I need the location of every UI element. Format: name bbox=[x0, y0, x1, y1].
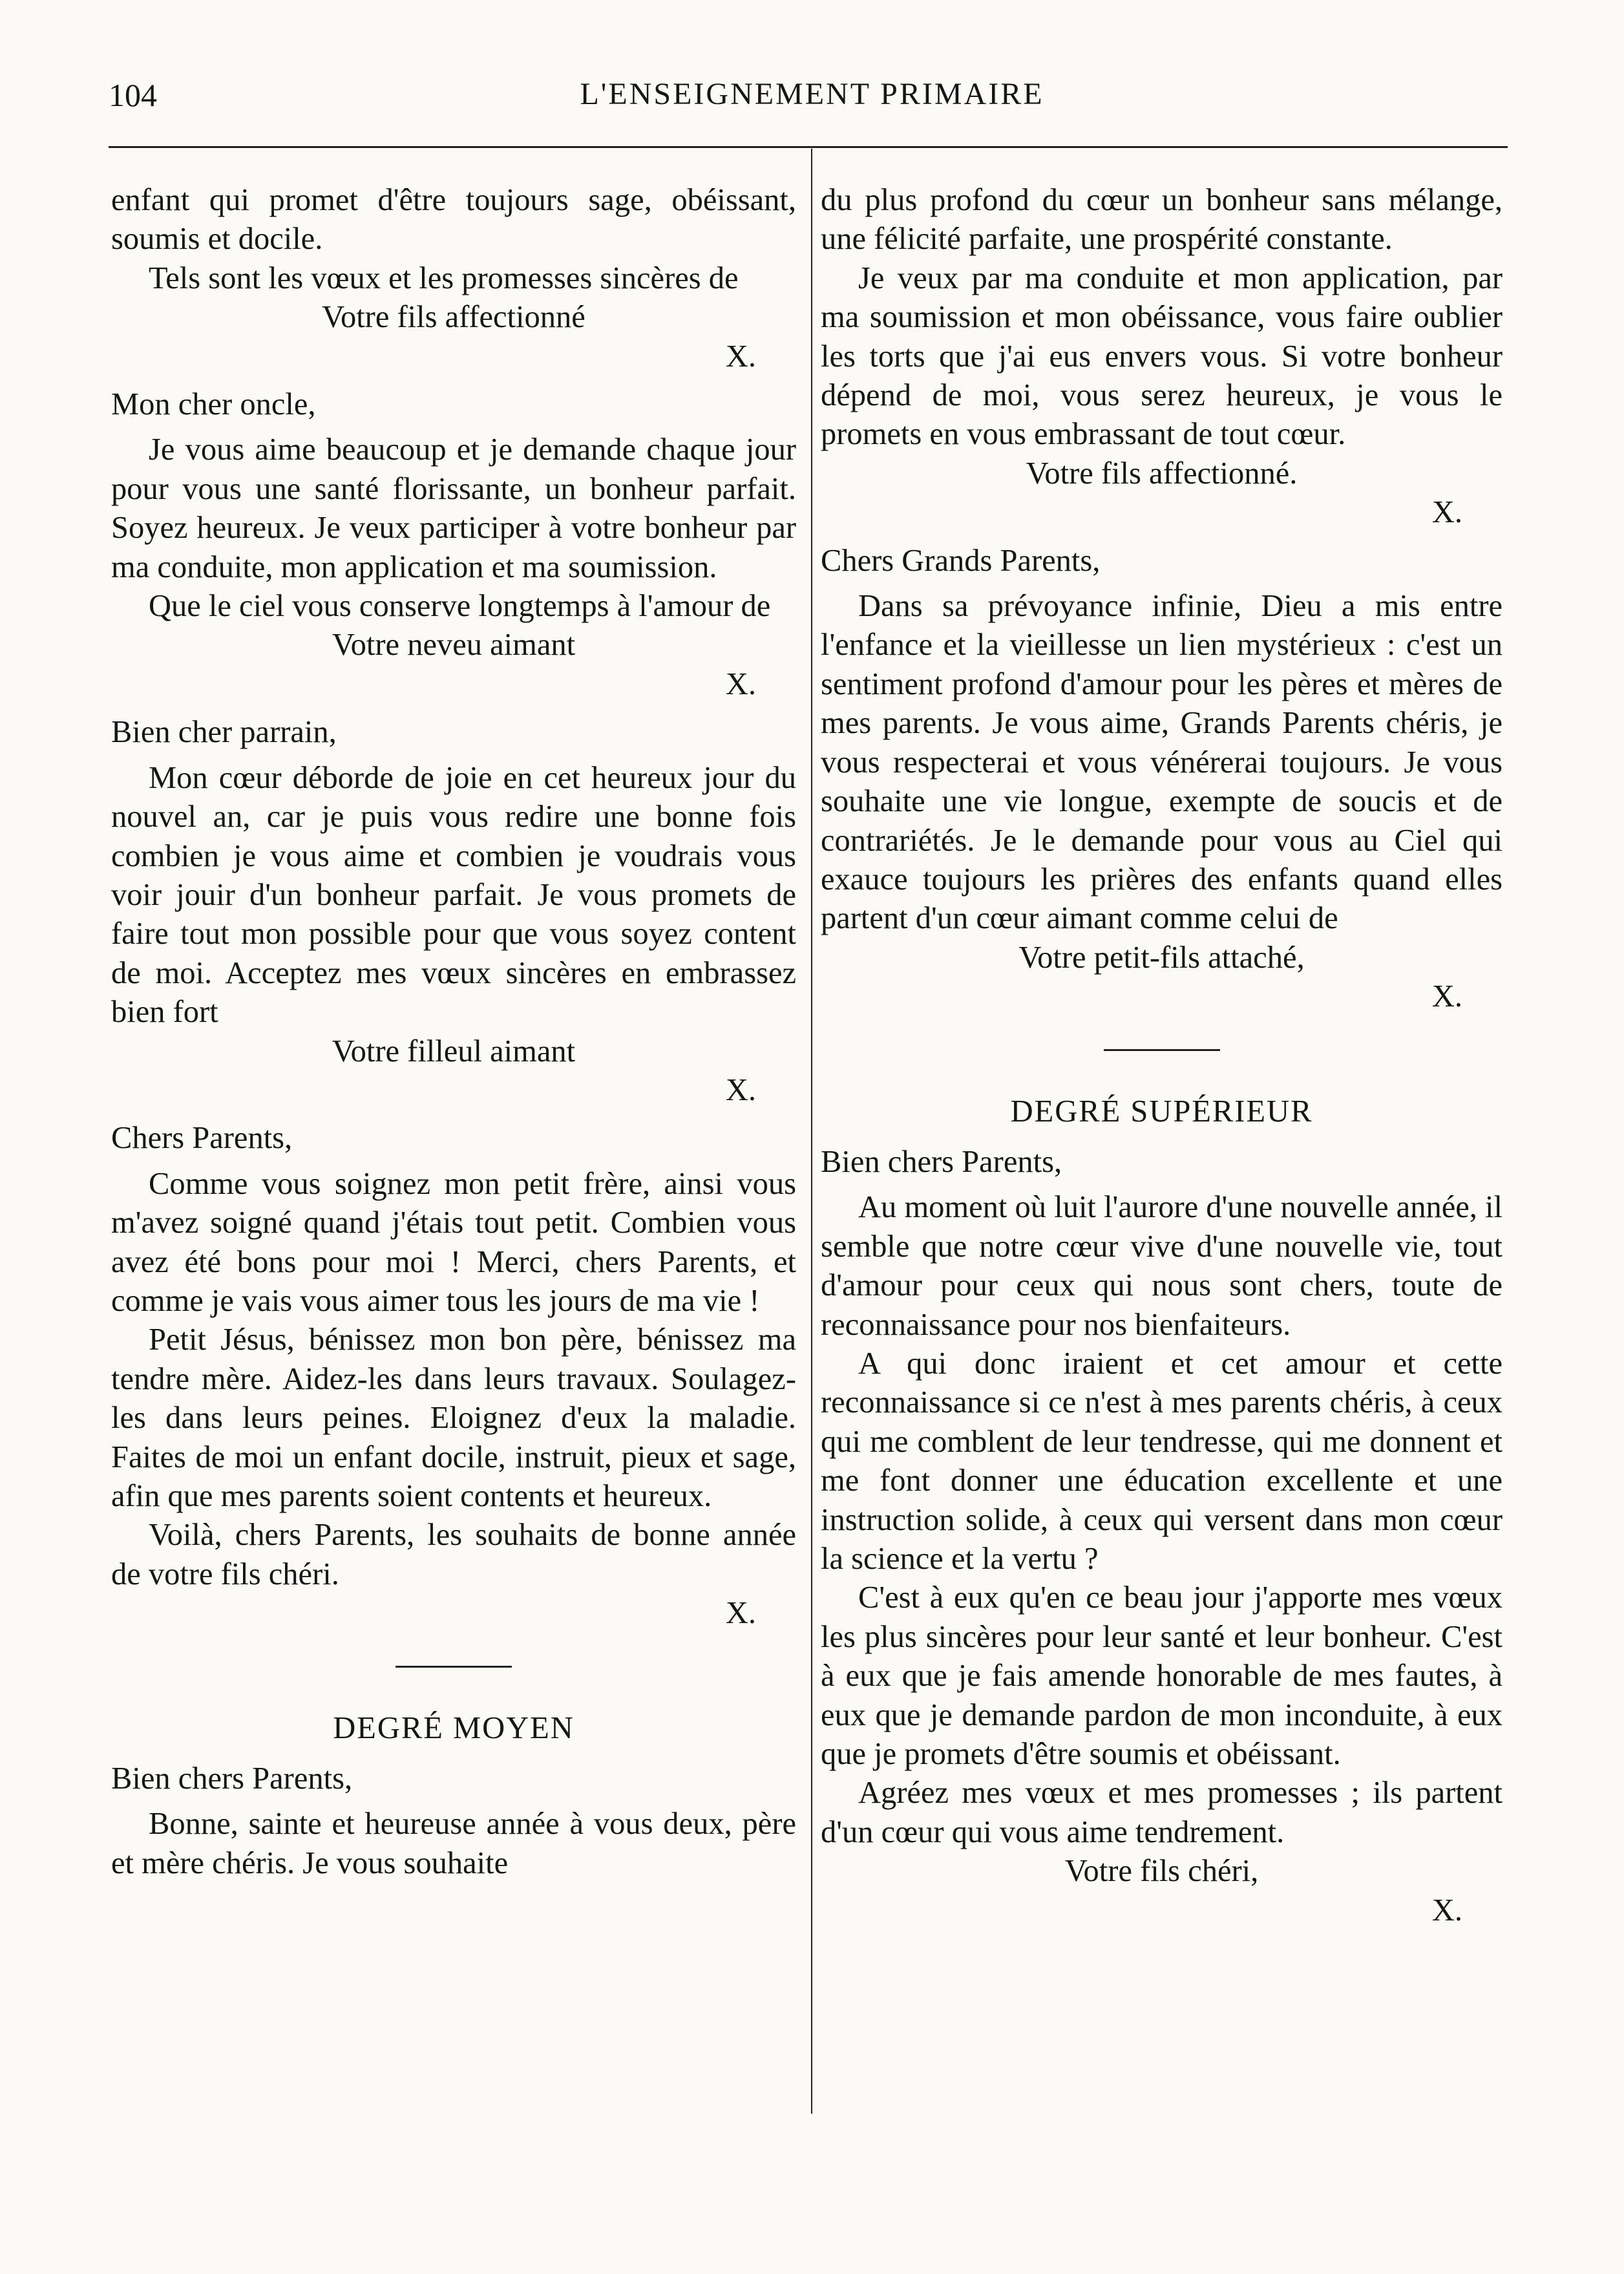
paragraph: enfant qui promet d'être toujours sage, obéissant, soumis et docile. bbox=[111, 183, 796, 257]
section-heading: DEGRÉ SUPÉRIEUR bbox=[1010, 1094, 1313, 1129]
signature-mark: X. bbox=[725, 339, 756, 374]
paragraph: Agréez mes vœux et mes promesses ; ils partent d'un cœur qui vous aime tendrement. bbox=[821, 1776, 1503, 1849]
letter-salutation: Mon cher oncle, bbox=[111, 387, 316, 422]
column-divider bbox=[811, 149, 812, 2114]
signature-mark: X. bbox=[725, 1072, 756, 1107]
right-column bbox=[821, 181, 1503, 1930]
letter-signature: Votre filleul aimant bbox=[332, 1034, 576, 1068]
letter-salutation: Bien chers Parents, bbox=[821, 1144, 1062, 1179]
paragraph: du plus profond du cœur un bonheur sans mélange, une félicité parfaite, une prospérité constante. bbox=[821, 183, 1503, 257]
paragraph: Petit Jésus, bénissez mon bon père, bénissez ma tendre mère. Aidez-les dans leurs travaux. Soulagez-les dans leurs peines. Eloignez d'eux la maladie. Faites de moi un enfant docile, instruit, pieux et sage, afin que mes parents soient contents et heureux. bbox=[111, 1323, 796, 1513]
section-heading: DEGRÉ MOYEN bbox=[333, 1710, 575, 1745]
signature-mark: X. bbox=[725, 666, 756, 701]
left-column bbox=[111, 181, 796, 1883]
letter-signature: Votre fils affectionné bbox=[322, 300, 585, 335]
paragraph: Tels sont les vœux et les promesses sincères de bbox=[149, 260, 739, 295]
header-rule bbox=[109, 146, 1508, 148]
paragraph: Je vous aime beaucoup et je demande chaque jour pour vous une santé florissante, un bonheur parfait. Soyez heureux. Je veux participer à votre bonheur par ma conduite, mon application et ma soumission. bbox=[111, 432, 796, 584]
section-separator bbox=[1104, 1049, 1220, 1051]
letter-signature: Votre petit-fils attaché, bbox=[1018, 940, 1305, 975]
running-title: L'ENSEIGNEMENT PRIMAIRE bbox=[580, 77, 1044, 111]
paragraph: Comme vous soignez mon petit frère, ainsi vous m'avez soigné quand j'étais tout petit. Combien vous avez été bons pour moi ! Merci, chers Parents, et comme je vais vous aimer tous les jours de ma vie ! bbox=[111, 1166, 796, 1318]
paragraph: Que le ciel vous conserve longtemps à l'amour de bbox=[149, 589, 771, 624]
signature-mark: X. bbox=[725, 1596, 756, 1631]
paragraph: C'est à eux qu'en ce beau jour j'apporte mes vœux les plus sincères pour leur santé et leur bonheur. C'est à eux que je fais amende honorable de mes fautes, à eux que je demande pardon de mon inconduite, à eux que je promets d'être soumis et obéissant. bbox=[821, 1580, 1503, 1772]
paragraph: Voilà, chers Parents, les souhaits de bonne année de votre fils chéri. bbox=[111, 1518, 796, 1591]
letter-salutation: Chers Parents, bbox=[111, 1121, 293, 1156]
paragraph: Bonne, sainte et heureuse année à vous deux, père et mère chéris. Je vous souhaite bbox=[111, 1807, 796, 1880]
letter-salutation: Chers Grands Parents, bbox=[821, 543, 1101, 578]
letter-signature: Votre fils chéri, bbox=[1064, 1854, 1259, 1889]
letter-salutation: Bien chers Parents, bbox=[111, 1761, 353, 1796]
paragraph: Au moment où luit l'aurore d'une nouvelle année, il semble que notre cœur vive d'une nouvelle vie, tout d'amour pour ceux qui nous sont chers, toute de reconnaissance pour nos bienfaiteurs. bbox=[821, 1190, 1503, 1342]
letter-signature: Votre fils affectionné. bbox=[1026, 456, 1298, 491]
page-number: 104 bbox=[109, 77, 157, 113]
letter-salutation: Bien cher parrain, bbox=[111, 715, 337, 750]
paragraph: A qui donc iraient et cet amour et cette reconnaissance si ce n'est à mes parents chéris, à ceux qui me comblent de leur tendresse, qui me donnent et me font donner une éducation excellente et une instruction solide, à ceux qui versent dans mon cœur la science et la vertu ? bbox=[821, 1346, 1503, 1576]
letter-signature: Votre neveu aimant bbox=[332, 628, 576, 663]
signature-mark: X. bbox=[1431, 1893, 1462, 1928]
signature-mark: X. bbox=[1431, 495, 1462, 530]
paragraph: Mon cœur déborde de joie en cet heureux jour du nouvel an, car je puis vous redire une bonne fois combien je vous aime et combien je voudrais vous voir jouir d'un bonheur parfait. Je vous promets de faire tout mon possible pour que vous soyez content de moi. Acceptez mes vœux sincères en embrassez bien fort bbox=[111, 760, 796, 1030]
paragraph: Dans sa prévoyance infinie, Dieu a mis entre l'enfance et la vieillesse un lien mystérieux : c'est un sentiment profond d'amour pour les pères et mères de mes parents. Je vous aime, Grands Parents chéris, je vous respecterai et vous vénérerai toujours. Je vous souhaite une vie longue, exempte de soucis et de contrariétés. Je le demande pour vous au Ciel qui exauce toujours les prières des enfants quand elles partent d'un cœur aimant comme celui de bbox=[821, 589, 1503, 936]
paragraph: Je veux par ma conduite et mon application, par ma soumission et mon obéissance, vous faire oublier les torts que j'ai eus envers vous. Si votre bonheur dépend de moi, vous serez heureux, je vous le promets en vous embrassant de tout cœur. bbox=[821, 260, 1503, 452]
signature-mark: X. bbox=[1431, 979, 1462, 1014]
section-separator bbox=[395, 1666, 512, 1668]
